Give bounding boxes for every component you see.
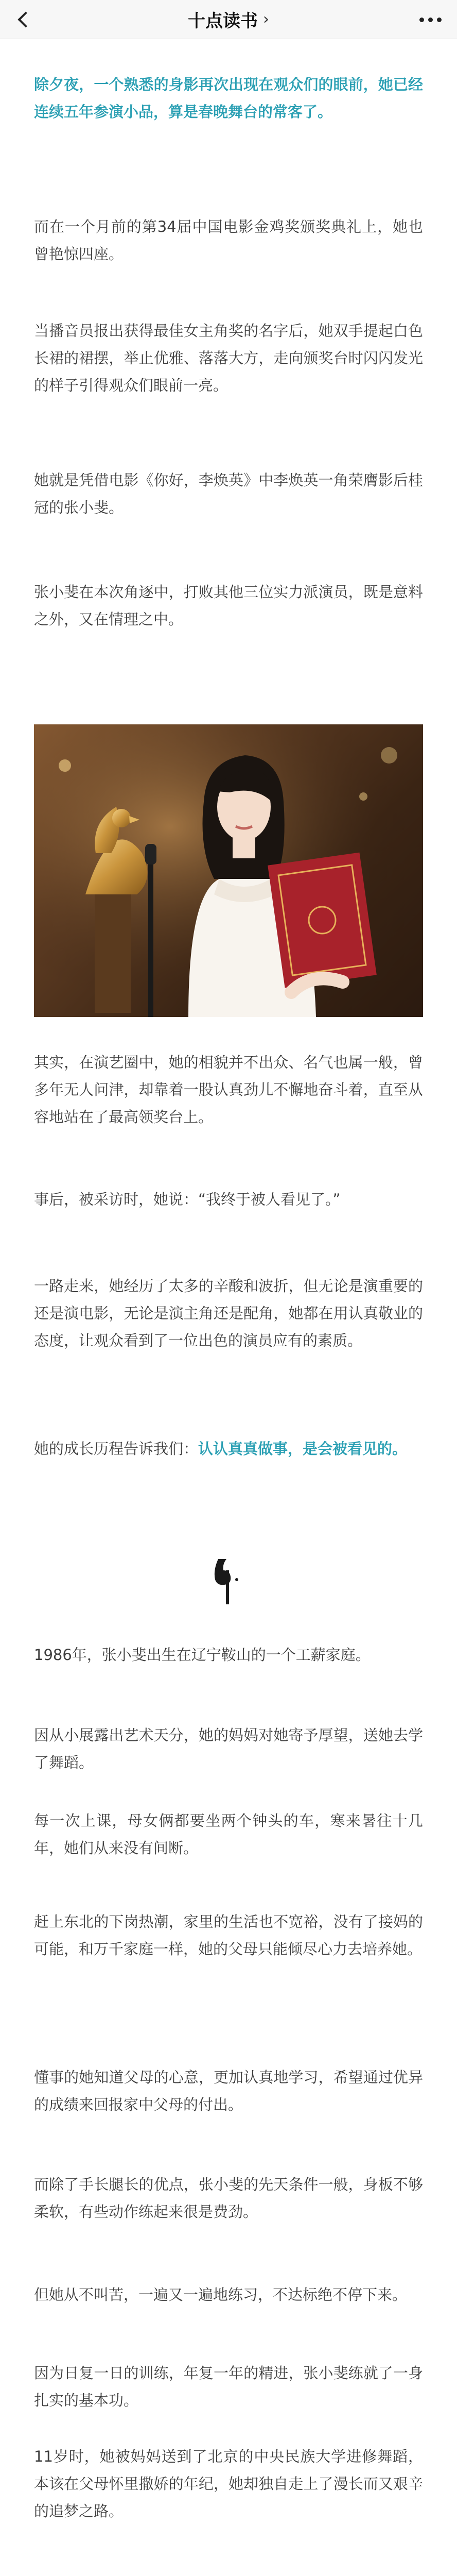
story-paragraph: 因从小展露出艺术天分，她的妈妈对她寄予厚望，送她去学了舞蹈。 bbox=[34, 1726, 423, 1771]
account-name: 十点读书 bbox=[188, 11, 258, 31]
award-ceremony-photo bbox=[34, 724, 423, 1017]
story-paragraph: 懂事的她知道父母的心意，更加认真地学习，希望通过优异的成绩来回报家中父母的付出。 bbox=[34, 2069, 423, 2113]
article-paragraph: 当播音员报出获得最佳女主角奖的名字后，她双手提起白色长裙的裙摆，举止优雅、落落大方，走向颁奖台时闪闪发光的样子引得观众们眼前一亮。 bbox=[34, 322, 423, 394]
account-title-button[interactable] bbox=[188, 7, 269, 32]
article-paragraph: 其实，在演艺圈中，她的相貌并不出众、名气也属一般，曾多年无人问津，却靠着一股认真劲儿不懈地奋斗着，直至从容地站在了最高领奖台上。 bbox=[34, 1054, 423, 1126]
award-photo-illustration bbox=[34, 724, 423, 1017]
chevron-right-icon: › bbox=[263, 10, 269, 28]
intro-highlight-paragraph: 除夕夜，一个熟悉的身影再次出现在观众们的眼前，她已经连续五年参演小品，算是春晚舞台的常客了。 bbox=[34, 76, 423, 121]
top-nav-bar bbox=[0, 0, 457, 39]
story-paragraph: 每一次上课，母女俩都要坐两个钟头的车，寒来暑往十几年，她们从来没有间断。 bbox=[34, 1812, 423, 1857]
article-paragraph: 而在一个月前的第34届中国电影金鸡奖颁奖典礼上，她也曾艳惊四座。 bbox=[34, 218, 423, 263]
growth-highlight: 认认真真做事，是会被看见的。 bbox=[198, 1440, 408, 1458]
article-paragraph: 一路走来，她经历了太多的辛酸和波折，但无论是演重要的还是演电影，无论是演主角还是配角，她都在用认真敬业的态度，让观众看到了一位出色的演员应有的素质。 bbox=[34, 1277, 423, 1349]
story-paragraph: 11岁时，她被妈妈送到了北京的中央民族大学进修舞蹈，本该在父母怀里撒娇的年纪，她却独自走上了漫长而又艰辛的追梦之路。 bbox=[34, 2448, 423, 2520]
quote-divider-icon bbox=[209, 1555, 245, 1606]
back-arrow-icon[interactable] bbox=[13, 9, 34, 30]
story-paragraph: 因为日复一日的训练，年复一年的精进，张小斐练就了一身扎实的基本功。 bbox=[34, 2364, 423, 2409]
story-paragraph: 赶上东北的下岗热潮，家里的生活也不宽裕，没有了接妈的可能，和万千家庭一样，她的父母只能倾尽心力去培养她。 bbox=[34, 1913, 423, 1958]
story-paragraph: 而除了手长腿长的优点，张小斐的先天条件一般，身板不够柔软，有些动作练起来很是费劲。 bbox=[34, 2176, 423, 2221]
story-paragraph: 1986年，张小斐出生在辽宁鞍山的一个工薪家庭。 bbox=[34, 1646, 371, 1664]
more-dots-icon[interactable] bbox=[419, 11, 442, 28]
growth-prefix: 她的成长历程告诉我们： bbox=[34, 1440, 199, 1458]
article-paragraph: 她就是凭借电影《你好，李焕英》中李焕英一角荣膺影后桂冠的张小斐。 bbox=[34, 471, 423, 516]
growth-paragraph bbox=[34, 1435, 423, 1463]
story-paragraph: 但她从不叫苦，一遍又一遍地练习，不达标绝不停下来。 bbox=[34, 2286, 408, 2303]
article-paragraph: 事后，被采访时，她说：“我终于被人看见了。” bbox=[34, 1191, 341, 1208]
article-paragraph: 张小斐在本次角逐中，打败其他三位实力派演员，既是意料之外，又在情理之中。 bbox=[34, 583, 423, 628]
